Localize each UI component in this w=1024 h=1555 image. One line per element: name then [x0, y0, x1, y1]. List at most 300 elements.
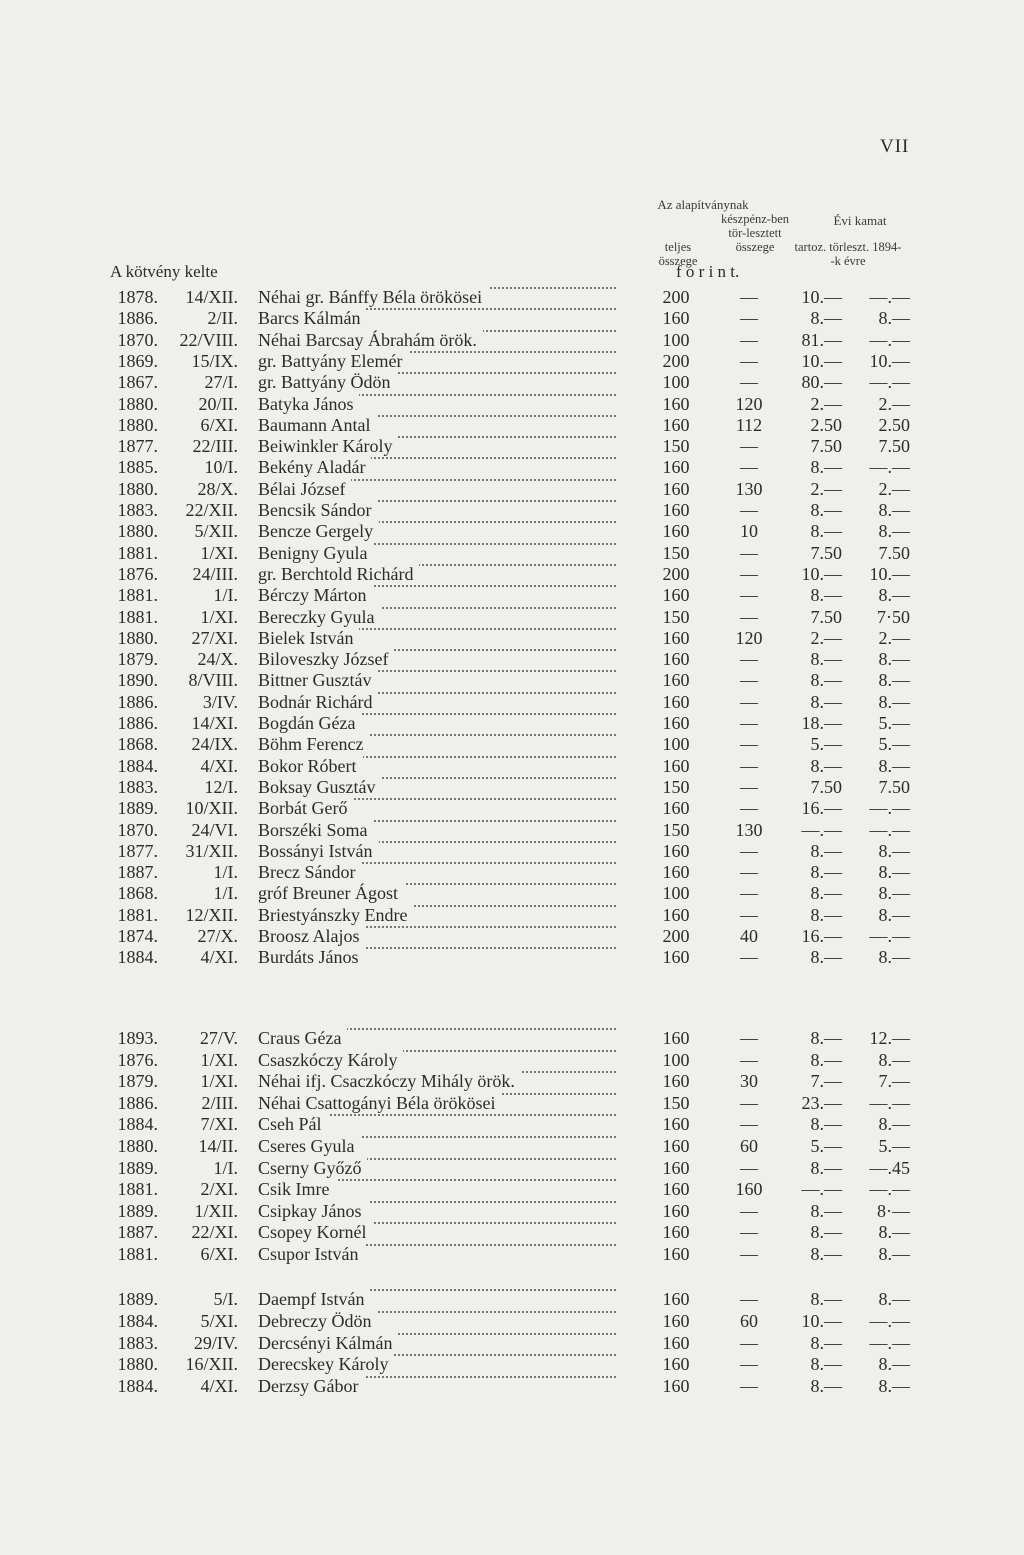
- full-amount: 160: [662, 862, 690, 883]
- interest-paid: 7.50: [878, 776, 910, 797]
- bond-date: 29/IV.: [193, 1332, 238, 1353]
- bond-date: 15/IX.: [191, 350, 238, 371]
- table-row: [0, 1028, 1024, 1049]
- bond-date: 3/IV.: [202, 691, 238, 712]
- full-amount: 100: [662, 883, 690, 904]
- paid-amount: —: [740, 734, 758, 755]
- holder-name: Borszéki Soma: [258, 820, 374, 840]
- name-cell: [258, 479, 616, 500]
- full-amount: 160: [662, 840, 690, 861]
- paid-amount: —: [740, 542, 758, 563]
- holder-name: Bencsik Sándor: [258, 500, 377, 520]
- table-row: [0, 841, 1024, 862]
- paid-amount: —: [740, 840, 758, 861]
- name-cell: [258, 734, 616, 755]
- interest-due: 23.—: [801, 1092, 842, 1113]
- holder-name: Csaszkóczy Károly: [258, 1050, 403, 1070]
- name-cell: [258, 841, 616, 862]
- table-row: [0, 1376, 1024, 1397]
- name-cell: [258, 1222, 616, 1243]
- bond-date: 1/I.: [213, 883, 238, 904]
- bond-year: 1880.: [117, 1136, 158, 1156]
- paid-amount: —: [740, 436, 758, 457]
- name-cell: [258, 713, 616, 734]
- interest-paid: —.—: [869, 329, 910, 350]
- interest-due: 8.—: [810, 862, 842, 883]
- bond-date: 4/XI.: [200, 947, 238, 968]
- interest-due: 2.50: [810, 414, 842, 435]
- table-row: [0, 1071, 1024, 1092]
- paid-amount: 10: [740, 521, 758, 542]
- name-cell: [258, 1354, 616, 1375]
- table-row: [0, 926, 1024, 947]
- interest-paid: 7.—: [878, 1071, 910, 1092]
- name-cell: [258, 649, 616, 670]
- paid-amount: —: [740, 1092, 758, 1113]
- bond-date: 14/II.: [198, 1136, 238, 1156]
- interest-due: 2.—: [810, 478, 842, 499]
- paid-amount: —: [740, 1222, 758, 1243]
- interest-due: 8.—: [810, 457, 842, 478]
- paid-amount: 60: [740, 1136, 758, 1156]
- full-amount: 160: [662, 1222, 690, 1243]
- interest-paid: 7·50: [877, 606, 910, 627]
- name-cell: [258, 500, 616, 521]
- bond-year: 1886.: [117, 713, 158, 733]
- holder-name: Bekény Aladár: [258, 457, 371, 477]
- interest-paid: 8.—: [878, 1376, 910, 1397]
- table-row: [0, 905, 1024, 926]
- holder-name: Bittner Gusztáv: [258, 670, 377, 690]
- name-cell: [258, 1244, 616, 1265]
- full-amount: 160: [662, 308, 690, 329]
- holder-name: gr. Battyány Elemér: [258, 351, 408, 371]
- interest-due: 8.—: [810, 1332, 842, 1353]
- interest-due: —.—: [801, 1179, 842, 1200]
- bond-year: 1881.: [117, 1244, 158, 1264]
- bond-date: 16/XII.: [185, 1354, 238, 1375]
- full-amount: 150: [662, 436, 690, 457]
- bond-year: 1870.: [117, 329, 158, 350]
- full-amount: 160: [662, 798, 690, 819]
- table-row: [0, 883, 1024, 904]
- bond-date: 31/XII.: [185, 840, 238, 861]
- table-row: [0, 479, 1024, 500]
- bond-year: 1889.: [117, 1200, 158, 1221]
- interest-paid: 8.—: [878, 1114, 910, 1135]
- full-amount: 160: [662, 1071, 690, 1092]
- table-row: [0, 1114, 1024, 1135]
- table-row: [0, 734, 1024, 755]
- paid-amount: —: [740, 755, 758, 776]
- interest-due: 8.—: [810, 691, 842, 712]
- bond-date: 28/X.: [197, 478, 238, 499]
- paid-amount: —: [740, 1157, 758, 1178]
- interest-paid: —.—: [869, 1310, 910, 1331]
- table-row: [0, 1201, 1024, 1222]
- holder-name: Néhai ifj. Csaczkóczy Mihály örök.: [258, 1071, 521, 1091]
- bond-year: 1879.: [117, 649, 158, 670]
- bond-date: 1/XI.: [200, 1071, 238, 1092]
- interest-due: 16.—: [801, 926, 842, 946]
- interest-paid: 5.—: [878, 734, 910, 755]
- interest-paid: 5.—: [878, 1136, 910, 1156]
- holder-name: gr. Berchtold Richárd: [258, 564, 419, 584]
- full-amount: 160: [662, 414, 690, 435]
- full-amount: 160: [662, 947, 690, 968]
- holder-name: gróf Breuner Ágost: [258, 883, 404, 903]
- paid-amount: 40: [740, 926, 758, 946]
- interest-due: 8.—: [810, 1222, 842, 1243]
- interest-due: 8.—: [810, 947, 842, 968]
- full-amount: 160: [662, 691, 690, 712]
- table-row: [0, 500, 1024, 521]
- table-row: [0, 436, 1024, 457]
- interest-paid: 8.—: [878, 947, 910, 968]
- interest-due: 8.—: [810, 649, 842, 670]
- name-cell: [258, 883, 616, 904]
- table-row: [0, 777, 1024, 798]
- interest-paid: —.—: [869, 819, 910, 840]
- interest-paid: 2.—: [878, 393, 910, 414]
- interest-paid: 12.—: [869, 1028, 910, 1048]
- interest-paid: 2.50: [878, 414, 910, 435]
- table-row: [0, 649, 1024, 670]
- interest-paid: —.—: [869, 926, 910, 946]
- full-amount: 160: [662, 1310, 690, 1331]
- bond-year: 1881.: [117, 904, 158, 925]
- bond-year: 1880.: [117, 414, 158, 435]
- full-amount: 200: [662, 287, 690, 307]
- bond-year: 1878.: [117, 287, 158, 307]
- name-cell: [258, 926, 616, 947]
- holder-name: Bossányi István: [258, 841, 379, 861]
- holder-name: gr. Battyány Ödön: [258, 372, 397, 392]
- full-amount: 160: [662, 1179, 690, 1200]
- bond-year: 1880.: [117, 627, 158, 648]
- holder-name: Cseh Pál: [258, 1114, 328, 1134]
- bond-date: 22/III.: [192, 436, 238, 457]
- bond-date: 7/XI.: [200, 1114, 238, 1135]
- bond-date: 27/I.: [204, 372, 238, 393]
- interest-due: 18.—: [801, 713, 842, 733]
- full-amount: 150: [662, 606, 690, 627]
- interest-paid: 8.—: [878, 1222, 910, 1243]
- bond-year: 1885.: [117, 457, 158, 478]
- bond-date: 4/XI.: [200, 755, 238, 776]
- bond-year: 1868.: [117, 734, 158, 755]
- bond-year: 1889.: [117, 1289, 158, 1309]
- column-header-interest: Évi kamat: [833, 213, 887, 228]
- bond-date: 6/XI.: [200, 1244, 238, 1264]
- interest-due: 8.—: [810, 1200, 842, 1221]
- bond-year: 1880.: [117, 1354, 158, 1375]
- interest-due: 7.50: [810, 776, 842, 797]
- full-amount: 160: [662, 1200, 690, 1221]
- full-amount: 160: [662, 1114, 690, 1135]
- table-row: [0, 521, 1024, 542]
- interest-due: 7.50: [810, 606, 842, 627]
- full-amount: 160: [662, 1028, 690, 1048]
- interest-due: 8.—: [810, 500, 842, 520]
- interest-paid: 5.—: [878, 713, 910, 733]
- bond-date: 27/X.: [197, 926, 238, 946]
- paid-amount: —: [740, 1354, 758, 1375]
- interest-paid: —.—: [869, 1179, 910, 1200]
- bond-date: 6/XI.: [200, 414, 238, 435]
- bond-year: 1883.: [117, 1332, 158, 1353]
- bond-year: 1881.: [117, 585, 158, 606]
- bond-year: 1868.: [117, 883, 158, 904]
- table-row: [0, 1311, 1024, 1332]
- bond-year: 1869.: [117, 350, 158, 371]
- interest-due: 8.—: [810, 1354, 842, 1375]
- bond-year: 1883.: [117, 776, 158, 797]
- paid-amount: —: [740, 372, 758, 393]
- full-amount: 150: [662, 542, 690, 563]
- interest-paid: —.—: [869, 287, 910, 307]
- interest-paid: 8.—: [878, 1289, 910, 1309]
- paid-amount: —: [740, 1332, 758, 1353]
- bond-date: 22/XI.: [191, 1222, 238, 1243]
- full-amount: 160: [662, 457, 690, 478]
- full-amount: 160: [662, 1136, 690, 1156]
- interest-due: 8.—: [810, 1114, 842, 1135]
- holder-name: Boksay Gusztáv: [258, 777, 381, 797]
- table-row: [0, 1333, 1024, 1354]
- full-amount: 150: [662, 819, 690, 840]
- bond-date: 27/XI.: [191, 627, 238, 648]
- bond-year: 1884.: [117, 1114, 158, 1135]
- table-row: [0, 820, 1024, 841]
- table-row: [0, 713, 1024, 734]
- name-cell: [258, 692, 616, 713]
- bond-year: 1867.: [117, 372, 158, 393]
- paid-amount: —: [740, 904, 758, 925]
- full-amount: 160: [662, 1157, 690, 1178]
- paid-amount: —: [740, 287, 758, 307]
- holder-name: Derzsy Gábor: [258, 1376, 364, 1396]
- interest-paid: 8.—: [878, 500, 910, 520]
- holder-name: Bélai József: [258, 479, 351, 499]
- interest-paid: 8.—: [878, 862, 910, 883]
- name-cell: [258, 287, 616, 308]
- interest-due: 2.—: [810, 627, 842, 648]
- holder-name: Benigny Gyula: [258, 543, 374, 563]
- bond-date: 1/I.: [213, 585, 238, 606]
- holder-name: Debreczy Ödön: [258, 1311, 377, 1331]
- bond-date: 24/X.: [197, 649, 238, 670]
- table-row: [0, 543, 1024, 564]
- interest-paid: —.—: [869, 372, 910, 393]
- holder-name: Néhai Barcsay Ábrahám örök.: [258, 330, 483, 350]
- bond-date: 24/VI.: [191, 819, 238, 840]
- full-amount: 160: [662, 670, 690, 691]
- bond-date: 1/XI.: [200, 606, 238, 627]
- holder-name: Barcs Kálmán: [258, 308, 366, 328]
- interest-due: 8.—: [810, 1028, 842, 1048]
- bond-year: 1876.: [117, 1049, 158, 1070]
- interest-paid: 8.—: [878, 670, 910, 691]
- paid-amount: —: [740, 585, 758, 606]
- table-row: [0, 1158, 1024, 1179]
- name-cell: [258, 372, 616, 393]
- name-cell: [258, 777, 616, 798]
- full-amount: 160: [662, 1332, 690, 1353]
- paid-amount: —: [740, 1028, 758, 1048]
- interest-paid: 8.—: [878, 904, 910, 925]
- full-amount: 150: [662, 1092, 690, 1113]
- bond-year: 1880.: [117, 478, 158, 499]
- name-cell: [258, 905, 616, 926]
- name-cell: [258, 607, 616, 628]
- paid-amount: —: [740, 308, 758, 329]
- paid-amount: —: [740, 670, 758, 691]
- holder-name: Bokor Róbert: [258, 756, 363, 776]
- holder-name: Burdáts János: [258, 947, 365, 967]
- bond-year: 1884.: [117, 1310, 158, 1331]
- bond-year: 1877.: [117, 436, 158, 457]
- interest-paid: —.—: [869, 457, 910, 478]
- interest-paid: 8·—: [877, 1200, 910, 1221]
- interest-paid: —.—: [869, 1332, 910, 1353]
- bond-date: 4/XI.: [200, 1376, 238, 1397]
- table-row: [0, 351, 1024, 372]
- holder-name: Brecz Sándor: [258, 862, 361, 882]
- bond-year: 1881.: [117, 542, 158, 563]
- table-row: [0, 1136, 1024, 1157]
- name-cell: [258, 1376, 616, 1397]
- table-row: [0, 1354, 1024, 1375]
- interest-due: 10.—: [801, 563, 842, 584]
- full-amount: 160: [662, 478, 690, 499]
- interest-due: 8.—: [810, 1157, 842, 1178]
- interest-due: 7.50: [810, 436, 842, 457]
- interest-due: 8.—: [810, 840, 842, 861]
- name-cell: [258, 1114, 616, 1135]
- name-cell: [258, 1333, 616, 1354]
- full-amount: 160: [662, 755, 690, 776]
- bond-date: 22/VIII.: [179, 329, 238, 350]
- bond-date: 5/XI.: [200, 1310, 238, 1331]
- paid-amount: 160: [735, 1179, 763, 1200]
- table-row: [0, 287, 1024, 308]
- interest-due: 8.—: [810, 1289, 842, 1309]
- interest-paid: 8.—: [878, 521, 910, 542]
- column-header-full: teljes összege: [658, 240, 698, 268]
- name-cell: [258, 1136, 616, 1157]
- holder-name: Dercsényi Kálmán: [258, 1333, 398, 1353]
- name-cell: [258, 394, 616, 415]
- bond-year: 1886.: [117, 1092, 158, 1113]
- table-row: [0, 457, 1024, 478]
- table-row: [0, 394, 1024, 415]
- interest-paid: —.45: [869, 1157, 910, 1178]
- table-row: [0, 607, 1024, 628]
- interest-due: 10.—: [801, 350, 842, 371]
- table-row: [0, 1289, 1024, 1310]
- interest-due: 8.—: [810, 1049, 842, 1070]
- holder-name: Broosz Alajos: [258, 926, 366, 946]
- holder-name: Beiwinkler Károly: [258, 436, 398, 456]
- table-row: [0, 372, 1024, 393]
- interest-paid: —.—: [869, 798, 910, 819]
- full-amount: 160: [662, 713, 690, 733]
- paid-amount: 60: [740, 1310, 758, 1331]
- name-cell: [258, 308, 616, 329]
- holder-name: Bielek István: [258, 628, 359, 648]
- bond-date: 24/III.: [192, 563, 238, 584]
- table-row: [0, 798, 1024, 819]
- paid-amount: —: [740, 862, 758, 883]
- interest-due: 8.—: [810, 755, 842, 776]
- interest-paid: —.—: [869, 1092, 910, 1113]
- full-amount: 160: [662, 585, 690, 606]
- table-row: [0, 628, 1024, 649]
- interest-due: 7.—: [810, 1071, 842, 1092]
- full-amount: 200: [662, 350, 690, 371]
- bond-year: 1889.: [117, 1157, 158, 1178]
- interest-paid: 2.—: [878, 478, 910, 499]
- name-cell: [258, 820, 616, 841]
- column-group-title: Az alapítványnak: [657, 197, 749, 212]
- paid-amount: —: [740, 563, 758, 584]
- bond-year: 1883.: [117, 500, 158, 520]
- name-cell: [258, 1050, 616, 1071]
- name-cell: [258, 1289, 616, 1310]
- bond-year: 1876.: [117, 563, 158, 584]
- bond-date: 1/XI.: [200, 542, 238, 563]
- table-row: [0, 564, 1024, 585]
- table-row: [0, 1179, 1024, 1200]
- table-row: [0, 415, 1024, 436]
- name-cell: [258, 756, 616, 777]
- full-amount: 160: [662, 1376, 690, 1397]
- bond-year: 1884.: [117, 1376, 158, 1397]
- bond-year: 1886.: [117, 691, 158, 712]
- name-cell: [258, 543, 616, 564]
- name-cell: [258, 1179, 616, 1200]
- bond-date: 27/V.: [199, 1028, 238, 1048]
- interest-paid: 8.—: [878, 755, 910, 776]
- interest-due: 8.—: [810, 1376, 842, 1397]
- name-cell: [258, 564, 616, 585]
- paid-amount: —: [740, 883, 758, 904]
- bond-year: 1870.: [117, 819, 158, 840]
- name-cell: [258, 436, 616, 457]
- name-cell: [258, 351, 616, 372]
- name-cell: [258, 1071, 616, 1092]
- interest-paid: 8.—: [878, 883, 910, 904]
- bond-year: 1881.: [117, 606, 158, 627]
- full-amount: 160: [662, 1354, 690, 1375]
- interest-paid: 2.—: [878, 627, 910, 648]
- interest-paid: 8.—: [878, 1244, 910, 1264]
- interest-paid: 7.50: [878, 436, 910, 457]
- holder-name: Cseres Gyula: [258, 1136, 360, 1156]
- column-header-partial: készpénz-ben tör-lesztett összege: [720, 212, 790, 254]
- paid-amount: —: [740, 1114, 758, 1135]
- bond-year: 1879.: [117, 1071, 158, 1092]
- full-amount: 200: [662, 563, 690, 584]
- bond-date: 14/XII.: [185, 287, 238, 307]
- holder-name: Csik Imre: [258, 1179, 336, 1199]
- paid-amount: —: [740, 1376, 758, 1397]
- interest-due: 81.—: [801, 329, 842, 350]
- bond-date: 10/I.: [204, 457, 238, 478]
- full-amount: 100: [662, 734, 690, 755]
- holder-name: Craus Géza: [258, 1028, 347, 1048]
